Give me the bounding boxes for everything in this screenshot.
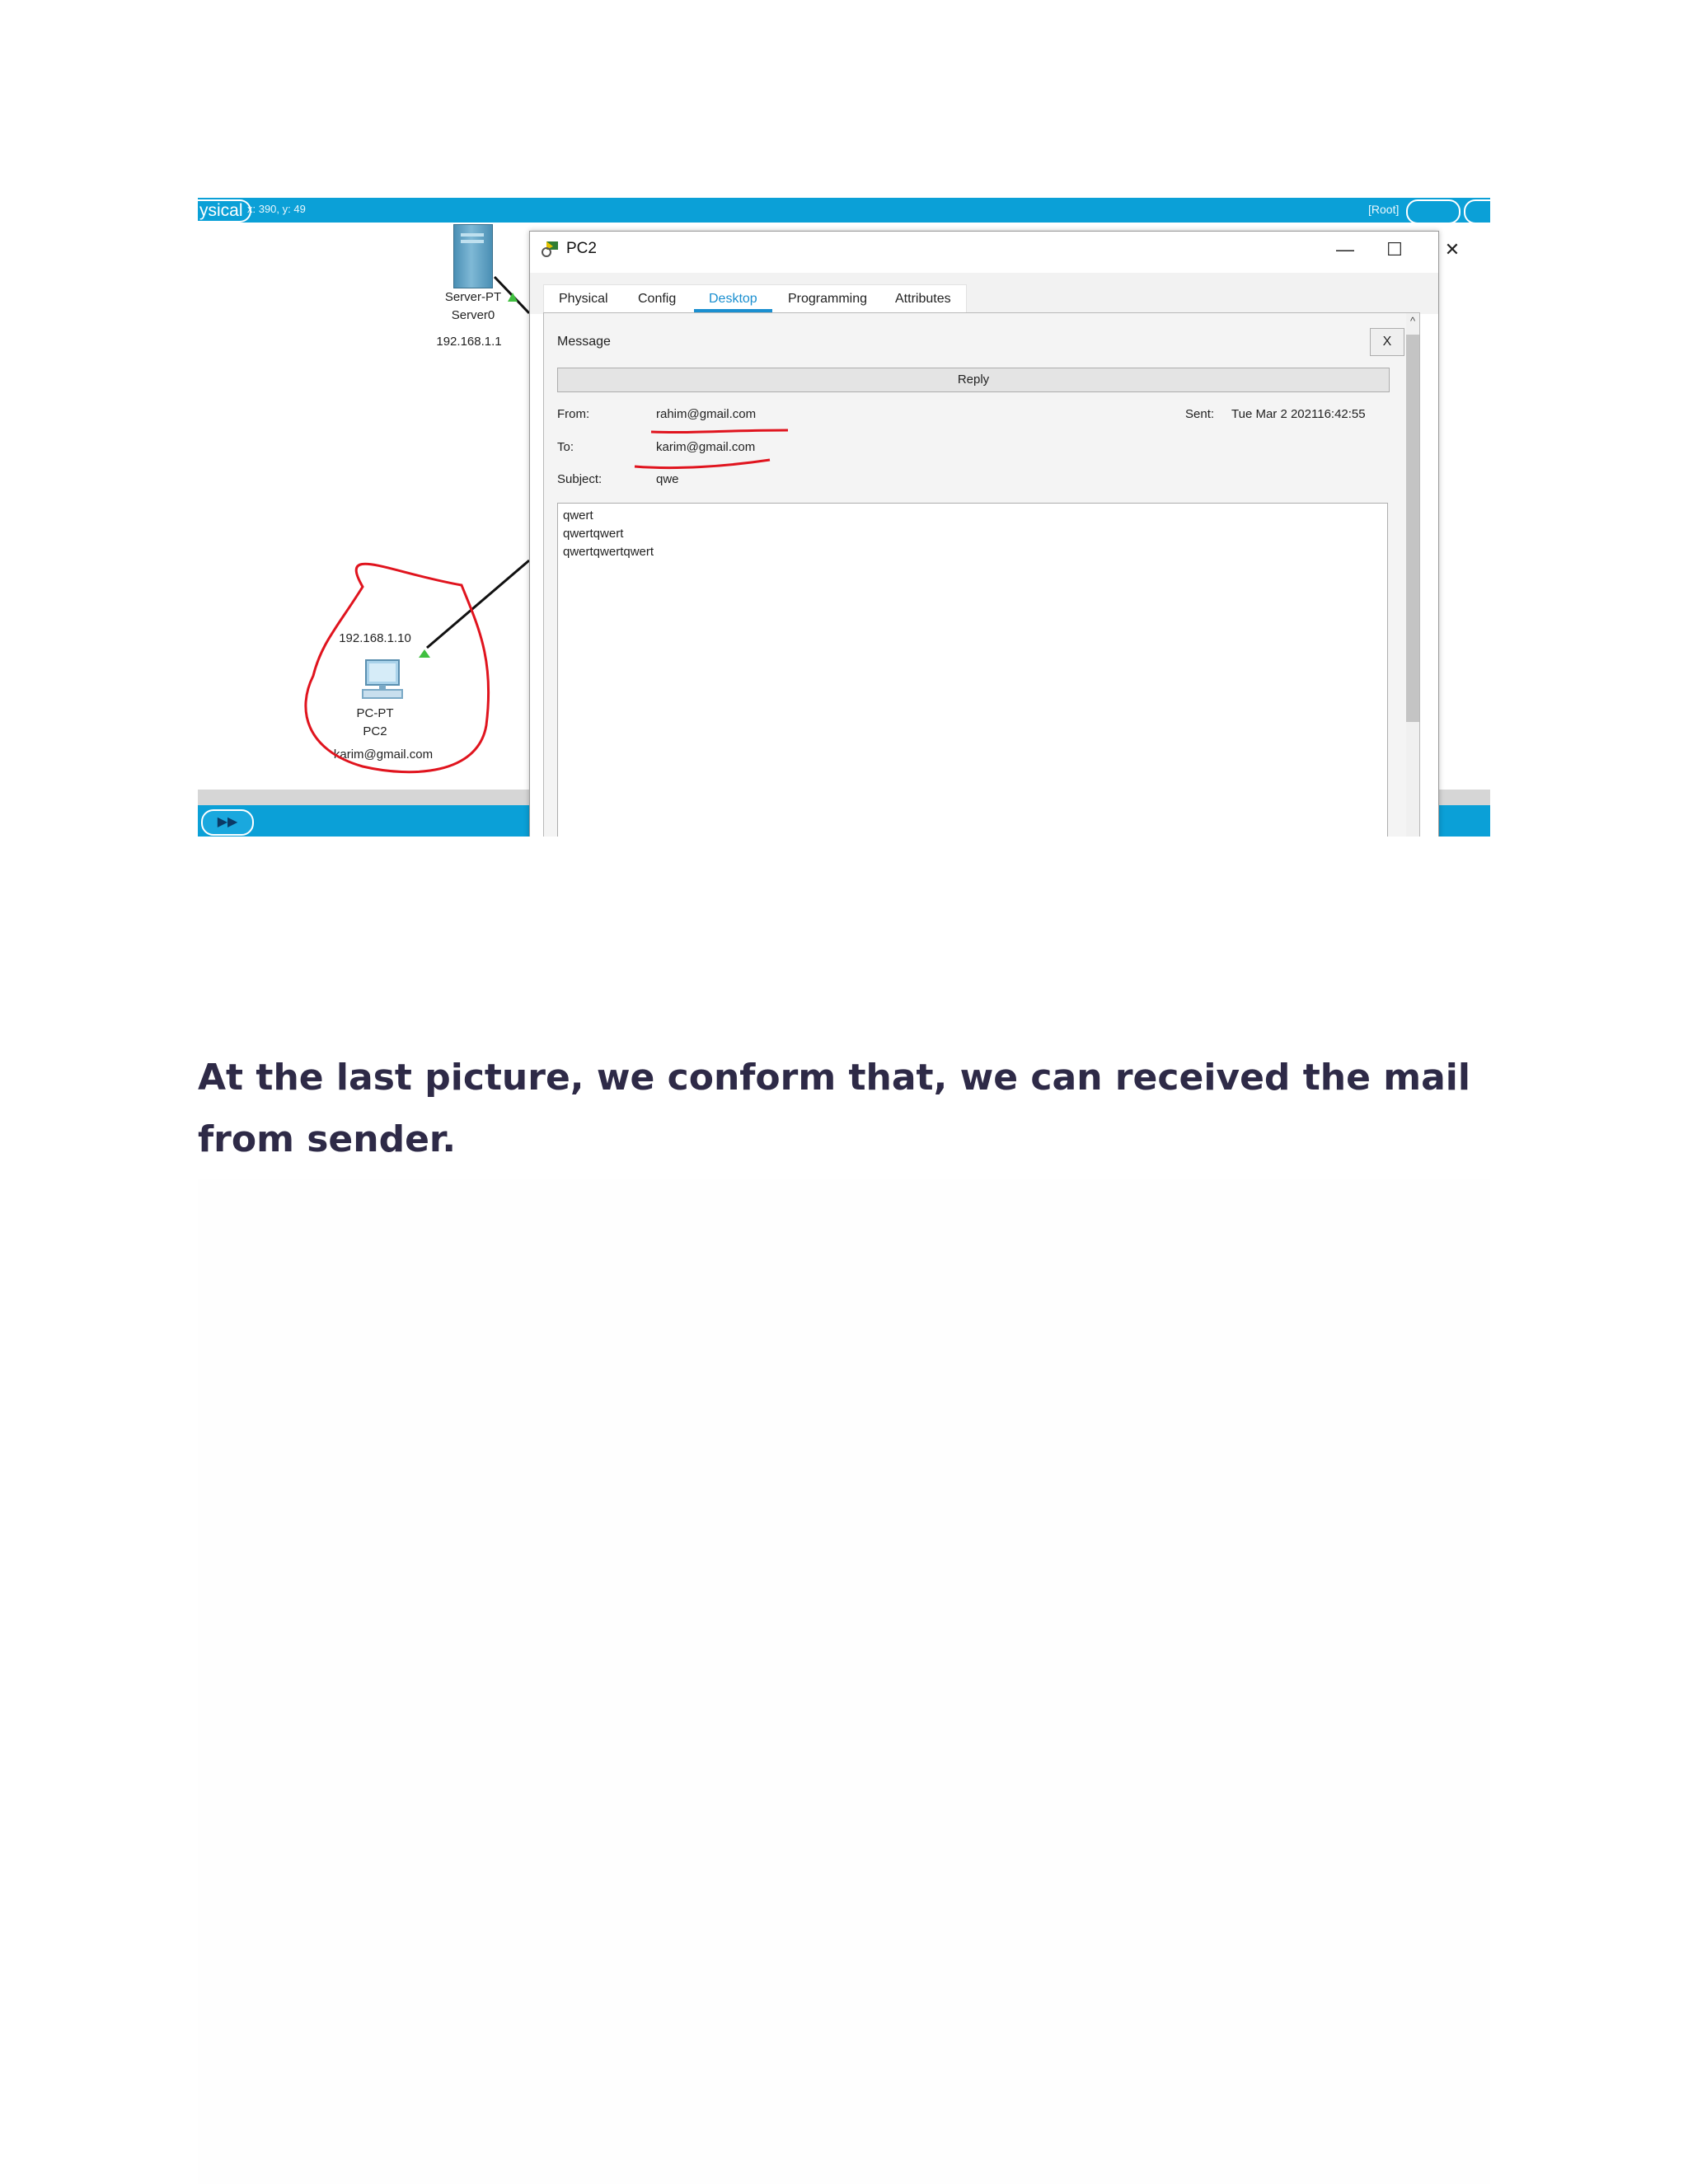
top-toolbar [198, 198, 1490, 223]
close-message-button[interactable]: X [1370, 328, 1404, 356]
scrollbar-thumb[interactable] [1406, 335, 1419, 722]
packet-tracer-screenshot [198, 198, 1490, 837]
pc2-window [529, 231, 1461, 837]
document-caption: At the last picture, we conform that, we can received the mail from sender. [198, 1057, 1470, 1160]
maximize-icon[interactable]: ☐ [1386, 239, 1403, 260]
page-background [198, 1179, 1490, 2184]
from-value: rahim@gmail.com [656, 407, 757, 421]
reply-button[interactable]: Reply [557, 368, 1390, 392]
vertical-scrollbar[interactable] [1406, 313, 1419, 837]
sent-label: Sent: [1185, 407, 1215, 421]
pc-type-label: PC-PT [356, 706, 394, 720]
email-message-view [543, 312, 1420, 837]
server-type-label: Server-PT [444, 290, 502, 304]
server-slot [461, 233, 484, 237]
body-line: qwertqwertqwert [563, 545, 654, 559]
window-title: PC2 [566, 240, 597, 257]
tab-programming[interactable]: Programming [788, 292, 868, 306]
server-name-label: Server0 [451, 308, 495, 322]
tab-attributes[interactable]: Attributes [895, 292, 951, 306]
message-heading: Message [557, 335, 611, 349]
pc-email-label: karim@gmail.com [333, 748, 434, 762]
pc-name-label: PC2 [363, 724, 387, 738]
server-icon[interactable] [453, 224, 493, 288]
fast-forward-icon[interactable]: ▶▶ [201, 809, 254, 836]
server-slot [461, 240, 484, 243]
root-breadcrumb[interactable]: [Root] [1368, 203, 1400, 216]
body-line: qwertqwert [563, 527, 624, 541]
close-icon[interactable]: ✕ [1444, 239, 1461, 260]
tab-desktop[interactable]: Desktop [694, 285, 772, 313]
to-label: To: [557, 440, 574, 454]
pc-link-indicator [419, 649, 430, 658]
sent-value: Tue Mar 2 202116:42:55 [1231, 407, 1366, 421]
to-value: karim@gmail.com [656, 440, 756, 454]
physical-mode-button[interactable]: ysical [198, 199, 251, 223]
server-ip-label: 192.168.1.1 [436, 335, 502, 349]
toolbar-pill-button-2[interactable] [1464, 199, 1490, 224]
pc-icon[interactable] [359, 657, 406, 701]
tab-config[interactable]: Config [638, 292, 677, 306]
cursor-coordinates: x: 390, y: 49 [247, 203, 306, 215]
toolbar-pill-button[interactable] [1406, 199, 1461, 224]
minimize-icon[interactable]: — [1336, 239, 1354, 260]
subject-value: qwe [656, 472, 679, 486]
subject-label: Subject: [557, 472, 603, 486]
tab-physical[interactable]: Physical [559, 292, 608, 306]
pc-ip-label: 192.168.1.10 [339, 631, 411, 645]
pc-link-line [427, 560, 529, 648]
tab-bar [543, 284, 967, 313]
message-body[interactable] [557, 503, 1388, 837]
body-line: qwert [563, 509, 593, 523]
packet-tracer-app-icon [542, 240, 561, 258]
from-label: From: [557, 407, 590, 421]
scroll-up-icon[interactable]: ^ [1409, 315, 1416, 327]
